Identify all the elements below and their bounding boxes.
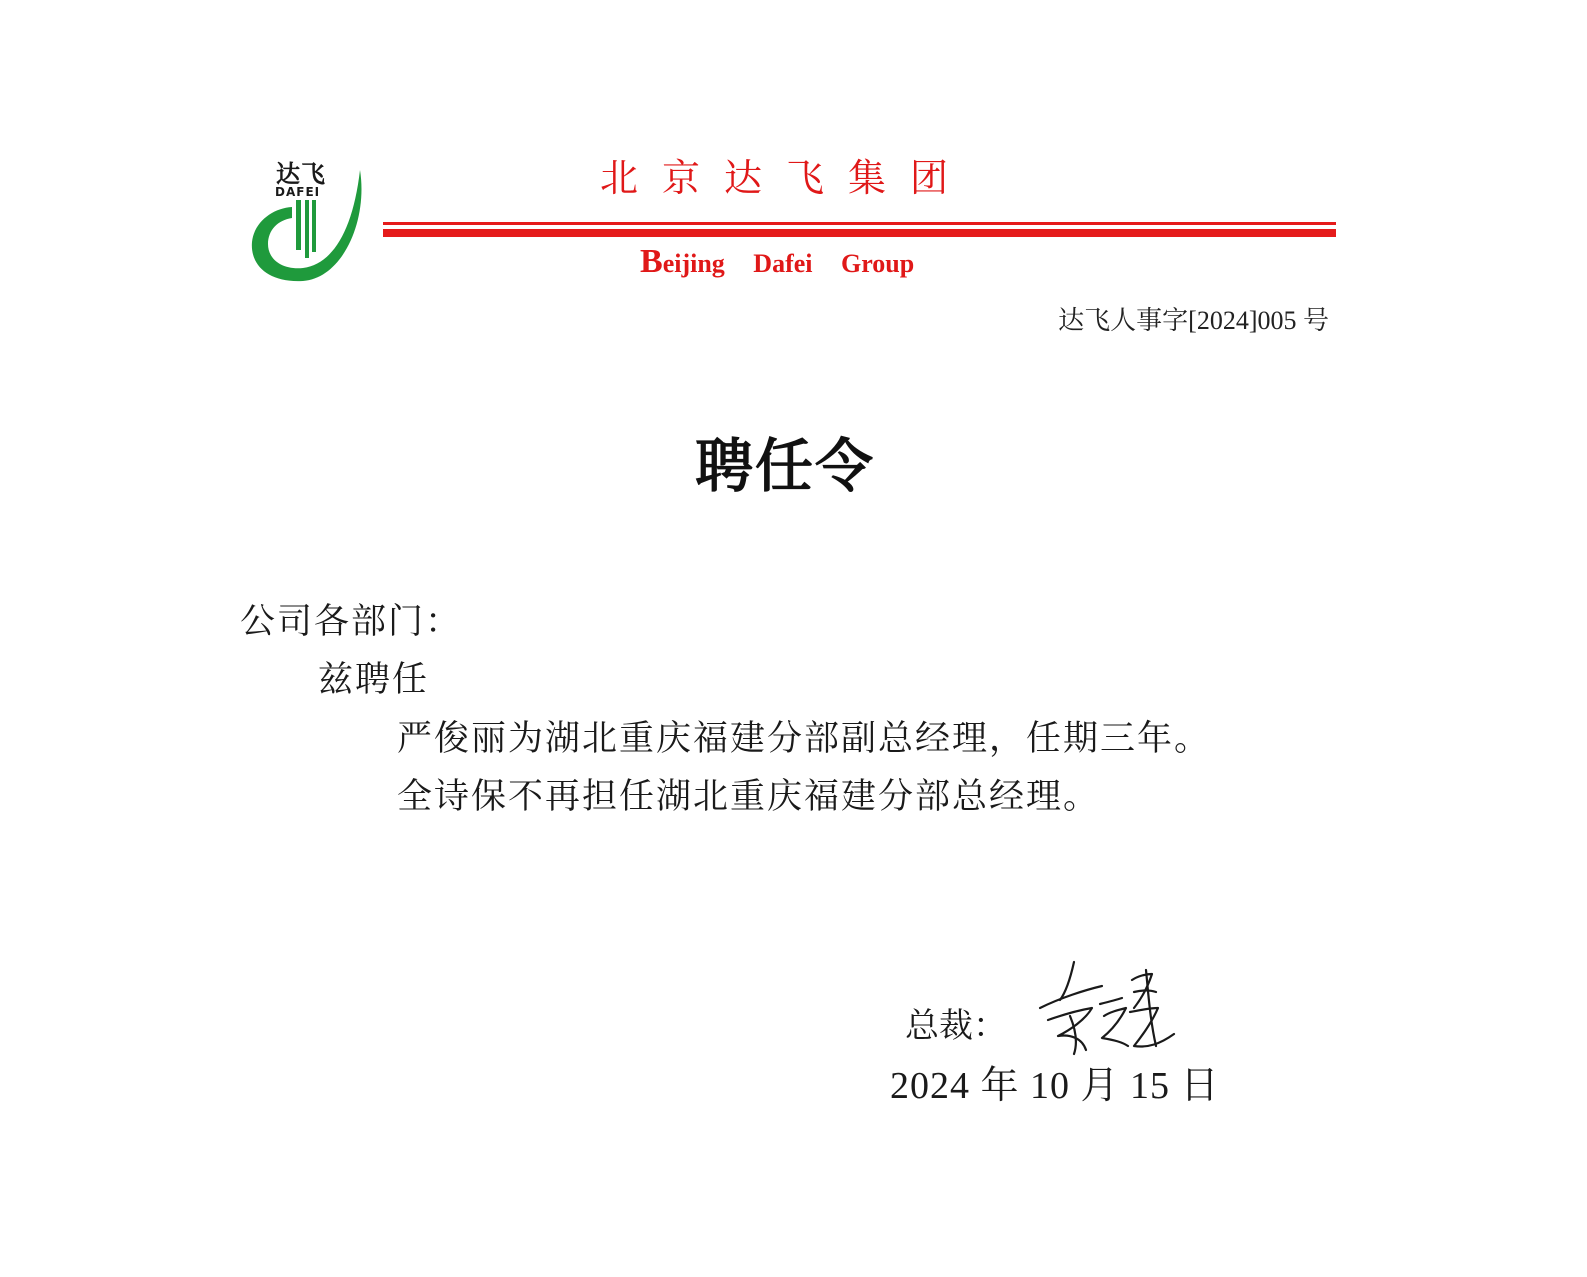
- salutation: 公司各部门：: [240, 602, 463, 642]
- handwritten-signature: [1030, 950, 1180, 1060]
- document-number: 达飞人事字[2024]005 号: [1058, 306, 1329, 335]
- company-name-en: [640, 242, 914, 284]
- logo-text-en: DAFEI: [275, 185, 321, 199]
- signer-title: 总裁：: [905, 1006, 1007, 1046]
- appointment-intro: 兹聘任: [318, 660, 430, 700]
- signing-date: 2024 年 10 月 15 日: [890, 1065, 1220, 1107]
- letterhead-rule-thin: [383, 222, 1336, 225]
- appointment-item: 严俊丽为湖北重庆福建分部副总经理，任期三年。: [397, 719, 1212, 759]
- document-title: 聘任令: [694, 432, 875, 500]
- letterhead-rule-thick: [383, 229, 1336, 237]
- company-name-en-initial: B: [640, 243, 663, 280]
- appointment-item: 全诗保不再担任湖北重庆福建分部总经理。: [397, 777, 1101, 817]
- company-name-cn: 北京达飞集团: [600, 156, 973, 200]
- company-name-en-rest: eijing Dafei Group: [662, 249, 915, 278]
- company-logo: [248, 160, 368, 285]
- logo-text-cn: 达飞: [276, 160, 326, 188]
